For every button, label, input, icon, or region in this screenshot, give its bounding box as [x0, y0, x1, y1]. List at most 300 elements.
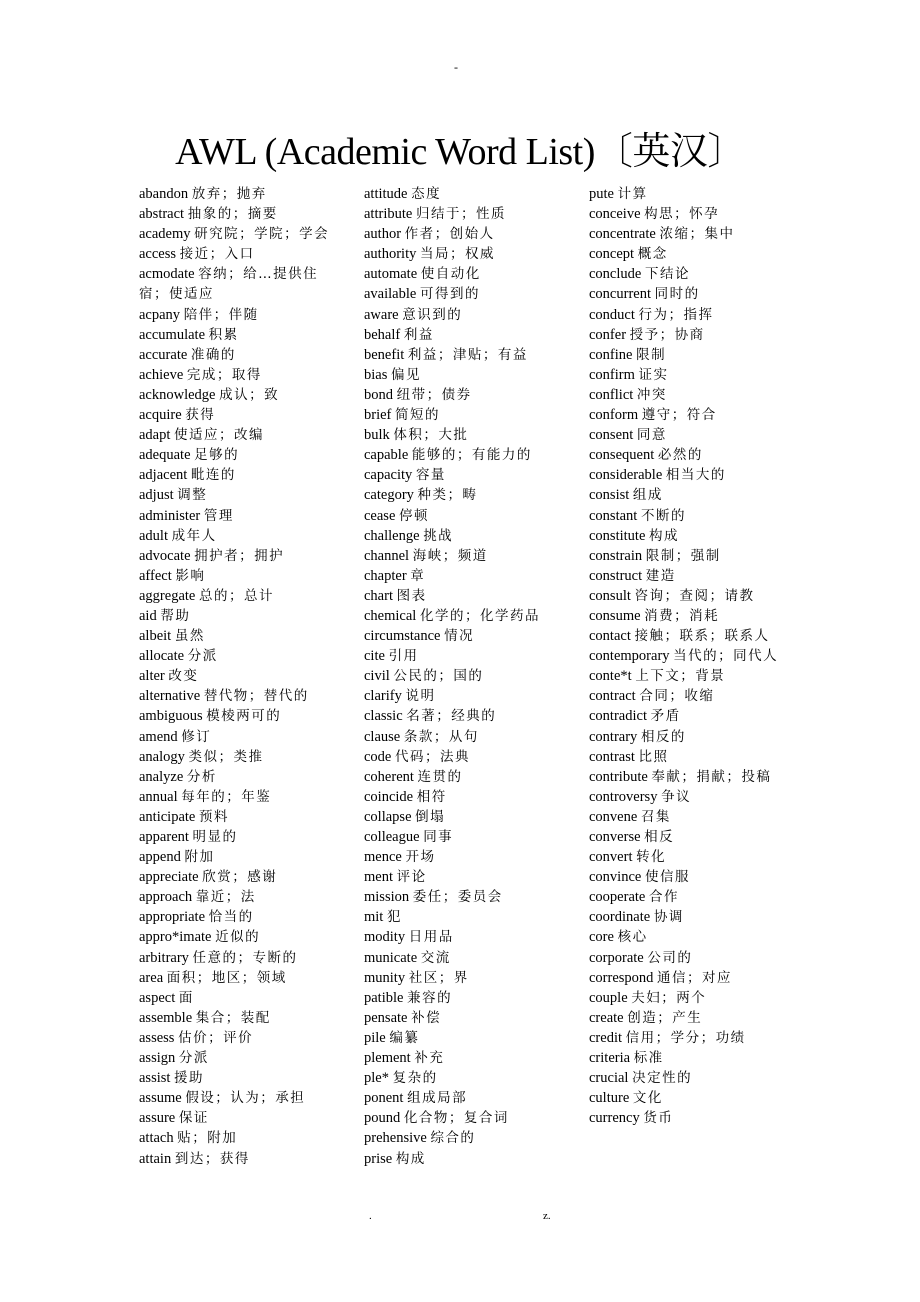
entry-gloss: 召集 — [640, 808, 671, 825]
entry-gloss: 代码；法典 — [395, 748, 470, 765]
entry-gloss: 构成 — [395, 1150, 426, 1167]
word-entry — [589, 787, 794, 807]
entry-word: consume — [589, 607, 641, 624]
entry-gloss: 利益；津贴；有益 — [407, 346, 528, 363]
entry-gloss: 陪伴；伴随 — [183, 306, 259, 323]
entry-word: chapter — [364, 567, 407, 584]
word-entry — [139, 907, 344, 927]
entry-word: accurate — [139, 346, 188, 363]
entry-word: acquire — [139, 407, 182, 424]
word-entry — [364, 506, 569, 526]
entry-gloss: 使自动化 — [420, 266, 481, 283]
word-entry — [139, 1048, 344, 1068]
entry-gloss: 复杂的 — [392, 1070, 438, 1087]
word-entry — [139, 244, 344, 264]
entry-word: converse — [589, 829, 641, 845]
entry-gloss: 化合物；复合词 — [403, 1110, 509, 1127]
entry-word: consequent — [589, 447, 655, 464]
entry-word: adjust — [139, 487, 174, 504]
word-entry — [589, 485, 794, 505]
entry-gloss: 积累 — [208, 326, 239, 343]
entry-gloss: 总的；总计 — [198, 587, 274, 604]
entry-word: convert — [589, 849, 633, 866]
entry-gloss: 化学的；化学药品 — [419, 607, 540, 624]
entry-gloss: 矛盾 — [650, 708, 681, 725]
word-entry — [589, 305, 794, 325]
entry-gloss: 文化 — [632, 1090, 663, 1107]
entry-word: conduct — [589, 306, 635, 323]
word-entry — [589, 626, 794, 646]
entry-gloss: 当局；权威 — [419, 246, 495, 263]
entry-word: mission — [364, 889, 410, 906]
word-entry — [364, 1149, 569, 1169]
entry-gloss: 能够的；有能力的 — [411, 447, 532, 464]
entry-gloss: 面积；地区；领域 — [166, 969, 287, 986]
word-entry — [139, 1149, 344, 1169]
word-entry — [364, 1088, 569, 1108]
word-entry — [364, 546, 569, 566]
entry-word: cease — [364, 507, 396, 524]
word-entry — [364, 686, 569, 706]
word-entry — [589, 706, 794, 726]
entry-word: convene — [589, 808, 638, 825]
entry-gloss: 冲突 — [636, 386, 667, 403]
word-entry — [364, 948, 569, 968]
word-entry — [364, 666, 569, 686]
entry-gloss: 近似的 — [215, 929, 261, 946]
entry-word: benefit — [364, 346, 405, 363]
word-entry — [364, 526, 569, 546]
word-entry — [139, 184, 344, 204]
entry-word: culture — [589, 1090, 630, 1107]
word-entry — [589, 365, 794, 385]
word-entry — [364, 867, 569, 887]
entry-word: code — [364, 748, 392, 765]
entry-gloss: 争议 — [661, 788, 692, 805]
entry-gloss: 完成；取得 — [186, 366, 262, 383]
word-entry — [589, 506, 794, 526]
word-entry — [589, 445, 794, 465]
entry-gloss: 援助 — [174, 1070, 205, 1087]
word-entry — [589, 927, 794, 947]
word-entry — [364, 305, 569, 325]
entry-word: mit — [364, 909, 384, 926]
entry-gloss: 预料 — [198, 808, 229, 825]
word-entry — [589, 1028, 794, 1048]
entry-word: concept — [589, 246, 635, 263]
entry-word: prise — [364, 1150, 393, 1167]
word-entry — [139, 747, 344, 767]
word-entry — [139, 365, 344, 385]
entry-word: assist — [139, 1070, 171, 1087]
footer-left-mark: . — [369, 1210, 372, 1222]
entry-word: append — [139, 849, 181, 866]
word-entry — [139, 686, 344, 706]
entry-word: conform — [589, 407, 639, 424]
entry-gloss: 补充 — [414, 1050, 445, 1067]
entry-gloss: 决定性的 — [632, 1070, 693, 1087]
word-entry — [139, 727, 344, 747]
entry-word: cooperate — [589, 889, 646, 906]
entry-word: clarify — [364, 688, 402, 705]
entry-word: assign — [139, 1050, 176, 1067]
entry-word: adult — [139, 527, 168, 544]
entry-word: pensate — [364, 1009, 408, 1026]
word-entry — [589, 767, 794, 787]
entry-word: attribute — [364, 206, 413, 223]
page-title: AWL (Academic Word List)〔英汉〕 — [175, 131, 745, 173]
entry-word: accumulate — [139, 326, 206, 343]
entry-word: abstract — [139, 206, 185, 223]
entry-word: classic — [364, 708, 403, 725]
entry-gloss: 分派 — [178, 1050, 209, 1067]
entry-gloss: 每年的；年鉴 — [181, 788, 272, 805]
entry-gloss: 管理 — [203, 507, 234, 524]
entry-gloss: 意识到的 — [402, 306, 463, 323]
entry-word: analogy — [139, 748, 185, 765]
entry-word: acmodate — [139, 266, 195, 283]
entry-gloss: 标准 — [633, 1050, 664, 1067]
entry-word: correspond — [589, 969, 654, 986]
entry-gloss: 比照 — [638, 748, 669, 765]
entry-word: author — [364, 226, 402, 243]
entry-word: chemical — [364, 607, 417, 624]
entry-gloss: 转化 — [636, 849, 667, 866]
word-entry — [364, 988, 569, 1008]
entry-gloss: 合作 — [648, 889, 679, 906]
entry-word: credit — [589, 1029, 623, 1046]
word-entry — [589, 546, 794, 566]
entry-gloss: 夫妇；两个 — [631, 989, 707, 1006]
entry-gloss: 协调 — [653, 909, 684, 926]
entry-word: confine — [589, 346, 633, 363]
word-entry — [364, 405, 569, 425]
entry-gloss: 替代物；替代的 — [203, 688, 309, 705]
entry-gloss: 获得 — [185, 407, 216, 424]
entry-word: adapt — [139, 427, 171, 444]
entry-gloss: 相反的 — [640, 728, 686, 745]
entry-gloss: 贴；附加 — [177, 1130, 238, 1147]
entry-word: colleague — [364, 829, 420, 845]
word-entry — [589, 244, 794, 264]
word-entry — [139, 465, 344, 485]
entry-word: aggregate — [139, 587, 196, 604]
word-entry — [589, 184, 794, 204]
entry-gloss: 种类；畴 — [417, 487, 478, 504]
entry-gloss: 社区；界 — [408, 969, 469, 986]
entry-word: analyze — [139, 768, 184, 785]
word-entry — [589, 686, 794, 706]
word-column-3 — [589, 184, 794, 1128]
entry-word: collapse — [364, 808, 412, 825]
word-entry — [589, 1048, 794, 1068]
entry-gloss: 名著；经典的 — [406, 708, 497, 725]
entry-gloss: 靠近；法 — [195, 889, 256, 906]
entry-gloss: 估价；评价 — [178, 1029, 254, 1046]
entry-word: create — [589, 1009, 624, 1026]
entry-gloss: 下结论 — [644, 266, 690, 283]
entry-gloss: 相反 — [644, 829, 675, 845]
entry-word: appreciate — [139, 869, 199, 886]
entry-word: constitute — [589, 527, 646, 544]
entry-gloss: 相当大的 — [665, 467, 726, 484]
entry-gloss: 利益 — [403, 326, 434, 343]
entry-gloss: 不断的 — [640, 507, 686, 524]
entry-gloss: 犯 — [386, 909, 402, 926]
word-entry — [139, 445, 344, 465]
word-entry — [364, 646, 569, 666]
word-entry — [139, 385, 344, 405]
word-entry — [364, 264, 569, 284]
entry-gloss: 态度 — [411, 186, 442, 202]
entry-word: prehensive — [364, 1130, 427, 1147]
entry-word: pile — [364, 1029, 386, 1046]
entry-gloss: 类似；类推 — [188, 748, 264, 765]
word-entry — [589, 948, 794, 968]
entry-word: appro*imate — [139, 929, 212, 946]
entry-gloss: 可得到的 — [419, 286, 480, 303]
word-entry — [364, 485, 569, 505]
word-entry — [589, 907, 794, 927]
entry-word: contract — [589, 688, 636, 705]
entry-word: ponent — [364, 1090, 404, 1107]
entry-word: constant — [589, 507, 638, 524]
entry-word: annual — [139, 788, 178, 805]
entry-gloss: 欣赏；感谢 — [202, 869, 278, 886]
entry-word: amend — [139, 728, 178, 745]
entry-word: bond — [364, 386, 393, 403]
entry-gloss: 分派 — [187, 648, 218, 665]
entry-gloss: 海峡；频道 — [412, 547, 488, 564]
entry-word: clause — [364, 728, 401, 745]
word-entry — [139, 1008, 344, 1028]
word-entry — [364, 425, 569, 445]
word-entry — [589, 526, 794, 546]
entry-word: constrain — [589, 547, 643, 564]
entry-word: category — [364, 487, 414, 504]
word-entry — [139, 827, 344, 847]
word-entry — [364, 626, 569, 646]
word-column-2 — [364, 184, 569, 1169]
word-entry — [139, 1088, 344, 1108]
word-entry — [589, 284, 794, 304]
entry-word: plement — [364, 1050, 411, 1067]
entry-word: access — [139, 246, 177, 263]
word-entry — [589, 264, 794, 284]
word-entry — [589, 1008, 794, 1028]
entry-gloss: 附加 — [184, 849, 215, 866]
word-entry — [589, 586, 794, 606]
entry-gloss: 帮助 — [160, 607, 191, 624]
entry-gloss: 虽然 — [174, 628, 205, 645]
entry-gloss: 接近；入口 — [179, 246, 255, 263]
word-entry — [139, 586, 344, 606]
entry-word: academy — [139, 226, 191, 243]
word-entry — [589, 385, 794, 405]
entry-word: contemporary — [589, 648, 670, 665]
word-entry — [139, 626, 344, 646]
entry-word: currency — [589, 1110, 640, 1127]
entry-gloss: 准确的 — [190, 346, 236, 363]
entry-gloss: 保证 — [178, 1110, 209, 1127]
entry-gloss: 任意的；专断的 — [192, 949, 298, 966]
word-entry — [364, 907, 569, 927]
word-entry — [139, 1028, 344, 1048]
entry-word: coordinate — [589, 909, 651, 926]
word-entry — [364, 325, 569, 345]
entry-gloss: 同意 — [636, 427, 667, 444]
entry-gloss: 倒塌 — [415, 808, 446, 825]
entry-word: acknowledge — [139, 386, 216, 403]
word-entry — [139, 405, 344, 425]
word-entry — [589, 345, 794, 365]
entry-gloss: 图表 — [396, 587, 427, 604]
word-entry — [364, 747, 569, 767]
entry-word: munity — [364, 969, 406, 986]
entry-gloss: 评论 — [396, 869, 427, 886]
word-entry — [364, 224, 569, 244]
entry-word: adjacent — [139, 467, 188, 484]
word-entry — [364, 606, 569, 626]
entry-gloss: 核心 — [617, 929, 648, 946]
word-entry — [589, 666, 794, 686]
entry-word: coherent — [364, 768, 414, 785]
word-entry — [139, 666, 344, 686]
entry-word: consult — [589, 587, 631, 604]
entry-word: consent — [589, 427, 634, 444]
word-entry — [364, 807, 569, 827]
entry-word: coincide — [364, 788, 414, 805]
entry-gloss: 通信；对应 — [657, 969, 733, 986]
word-entry — [139, 867, 344, 887]
word-entry — [589, 1088, 794, 1108]
entry-word: municate — [364, 949, 418, 966]
entry-word: bulk — [364, 427, 390, 444]
entry-word: available — [364, 286, 417, 303]
entry-word: adequate — [139, 447, 191, 464]
entry-gloss: 建造 — [645, 567, 676, 584]
entry-word: assemble — [139, 1009, 193, 1026]
entry-gloss: 浓缩；集中 — [659, 226, 735, 243]
entry-gloss: 面 — [178, 989, 194, 1006]
entry-word: assess — [139, 1029, 175, 1046]
entry-word: pute — [589, 186, 614, 202]
entry-gloss: 行为；指挥 — [638, 306, 714, 323]
entry-gloss: 创造；产生 — [627, 1009, 703, 1026]
word-entry — [364, 284, 569, 304]
word-entry — [139, 767, 344, 787]
word-entry — [364, 1128, 569, 1148]
entry-word: construct — [589, 567, 643, 584]
header-mark: - — [454, 60, 458, 74]
entry-word: brief — [364, 407, 392, 424]
entry-word: criteria — [589, 1050, 631, 1067]
entry-word: advocate — [139, 547, 191, 564]
entry-word: considerable — [589, 467, 663, 484]
entry-word: controversy — [589, 788, 658, 805]
entry-word: contact — [589, 628, 631, 645]
entry-gloss: 使适应；改编 — [174, 427, 265, 444]
word-entry — [139, 325, 344, 345]
word-entry — [139, 1068, 344, 1088]
word-entry — [364, 566, 569, 586]
entry-word: assume — [139, 1090, 182, 1107]
entry-gloss: 补偿 — [411, 1009, 442, 1026]
entry-word: concentrate — [589, 226, 656, 243]
entry-gloss: 限制 — [636, 346, 667, 363]
entry-word: contradict — [589, 708, 647, 725]
entry-word: attach — [139, 1130, 174, 1147]
entry-gloss: 章 — [410, 567, 426, 584]
word-entry — [589, 807, 794, 827]
entry-word: circumstance — [364, 628, 441, 645]
entry-word: conceive — [589, 206, 641, 223]
entry-word: pound — [364, 1110, 401, 1127]
word-entry — [139, 546, 344, 566]
entry-gloss: 遵守；符合 — [641, 407, 717, 424]
word-entry — [364, 345, 569, 365]
entry-gloss: 作者；创始人 — [404, 226, 495, 243]
word-entry — [589, 465, 794, 485]
word-entry — [364, 1048, 569, 1068]
entry-gloss: 编纂 — [389, 1029, 420, 1046]
footer-right-mark: z. — [543, 1210, 551, 1222]
entry-word: capable — [364, 447, 409, 464]
entry-gloss: 成认；致 — [219, 386, 280, 403]
word-entry — [589, 566, 794, 586]
entry-gloss: 假设；认为；承担 — [185, 1090, 306, 1107]
entry-word: approach — [139, 889, 193, 906]
word-entry — [364, 445, 569, 465]
entry-word: channel — [364, 547, 410, 564]
entry-gloss: 容量 — [415, 467, 446, 484]
entry-word: conflict — [589, 386, 634, 403]
entry-word: attitude — [364, 186, 408, 202]
word-entry — [364, 847, 569, 867]
word-entry — [589, 727, 794, 747]
word-entry — [364, 727, 569, 747]
entry-gloss: 同事 — [423, 829, 454, 845]
word-entry — [139, 566, 344, 586]
entry-gloss: 研究院；学院；学会 — [194, 226, 330, 243]
word-entry — [589, 606, 794, 626]
word-entry — [364, 1108, 569, 1128]
entry-word: ple* — [364, 1070, 389, 1087]
entry-gloss: 归结于；性质 — [415, 206, 506, 223]
word-entry — [364, 586, 569, 606]
entry-gloss: 放弃；抛弃 — [191, 186, 267, 202]
entry-gloss: 拥护者；拥护 — [194, 547, 285, 564]
word-entry — [139, 204, 344, 224]
entry-gloss: 日用品 — [408, 929, 454, 946]
entry-gloss: 必然的 — [657, 447, 703, 464]
word-entry — [139, 485, 344, 505]
entry-gloss: 使信服 — [644, 869, 690, 886]
entry-word: area — [139, 969, 164, 986]
entry-gloss: 限制；强制 — [645, 547, 721, 564]
word-entry — [589, 224, 794, 244]
word-entry — [364, 1008, 569, 1028]
entry-gloss: 概念 — [637, 246, 668, 263]
entry-gloss: 简短的 — [395, 407, 440, 424]
entry-gloss: 改变 — [168, 668, 199, 685]
entry-gloss: 公司的 — [647, 949, 693, 966]
word-entry — [364, 244, 569, 264]
entry-gloss: 交流 — [420, 949, 451, 966]
word-entry — [589, 204, 794, 224]
word-entry — [139, 1128, 344, 1148]
entry-word: patible — [364, 989, 404, 1006]
